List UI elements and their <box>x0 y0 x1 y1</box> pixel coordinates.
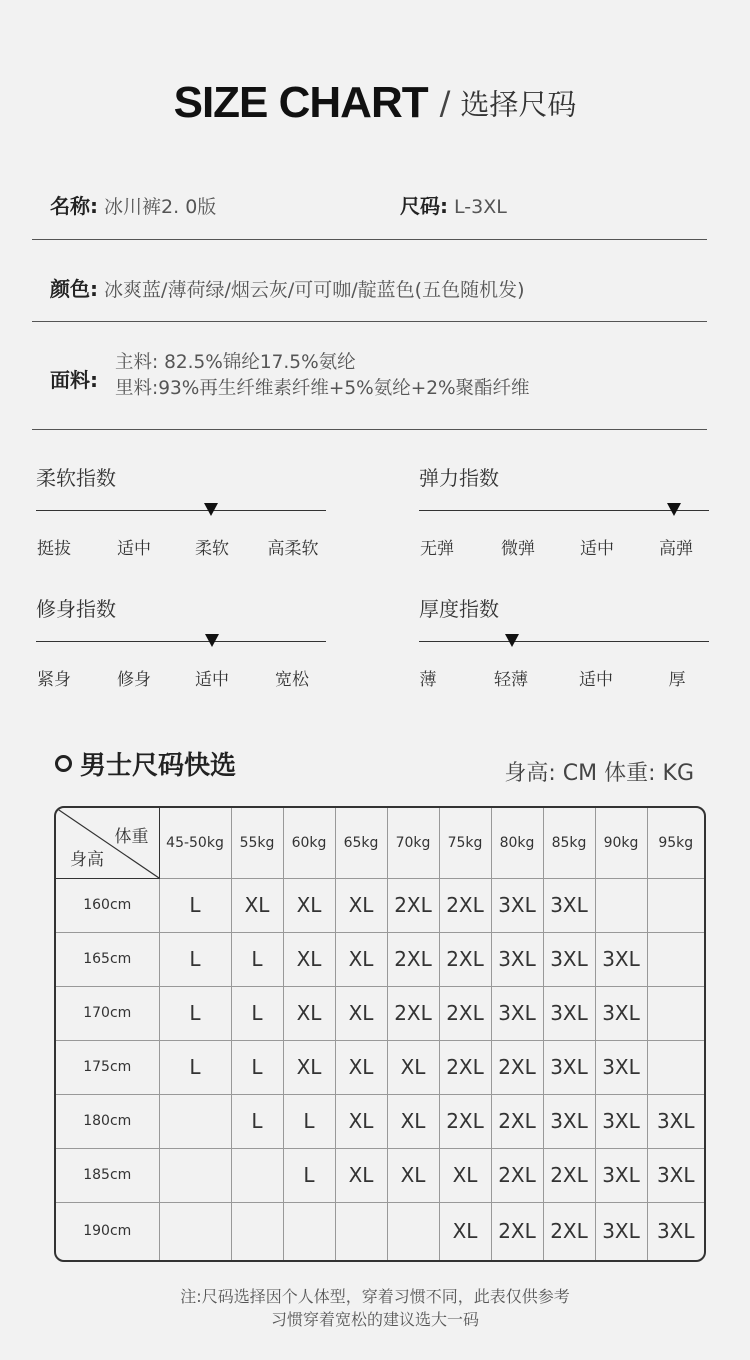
units-label: 身高: CM 体重: KG <box>504 761 694 786</box>
size-cell: 3XL <box>647 1094 704 1148</box>
quick-select-title <box>55 745 236 782</box>
thickness-label: 薄 <box>419 670 437 690</box>
table-row <box>56 1202 704 1260</box>
elasticity-scale-line <box>419 510 709 511</box>
size-cell: XL <box>335 986 387 1040</box>
size-cell <box>647 932 704 986</box>
elasticity-label: 无弹 <box>420 539 454 559</box>
size-cell <box>159 1094 231 1148</box>
size-grid <box>56 808 704 1260</box>
size-cell: 3XL <box>491 932 543 986</box>
size-cell: L <box>159 932 231 986</box>
size-cell: XL <box>335 1040 387 1094</box>
size-cell: 3XL <box>595 1148 647 1202</box>
note-line-1: 注:尺码选择因个人体型，穿着习惯不同，此表仅供参考 <box>180 1287 570 1306</box>
size-cell <box>647 1040 704 1094</box>
size-cell: XL <box>387 1040 439 1094</box>
softness-scale-line <box>36 510 326 511</box>
height-header: 180cm <box>56 1094 159 1148</box>
weight-header: 55kg <box>231 808 283 878</box>
weight-header: 45-50kg <box>159 808 231 878</box>
softness-marker-icon <box>204 503 218 516</box>
height-header: 165cm <box>56 932 159 986</box>
size-cell: XL <box>335 932 387 986</box>
size-cell: 3XL <box>595 1202 647 1260</box>
weight-header: 80kg <box>491 808 543 878</box>
table-row <box>56 1148 704 1202</box>
elasticity-label: 高弹 <box>659 539 693 559</box>
size-cell: 2XL <box>543 1202 595 1260</box>
size-cell: 2XL <box>439 1094 491 1148</box>
fit-scale-line <box>36 641 326 642</box>
page-header <box>0 78 750 138</box>
size-cell: XL <box>335 878 387 932</box>
color-value: 冰爽蓝/薄荷绿/烟云灰/可可咖/靛蓝色(五色随机发) <box>104 279 525 301</box>
size-cell: 3XL <box>595 932 647 986</box>
fit-label: 宽松 <box>275 670 309 690</box>
size-cell: 2XL <box>439 986 491 1040</box>
fabric-label: 面料: <box>50 368 98 392</box>
size-cell: L <box>159 1040 231 1094</box>
fabric-lining: 里料:93%再生纤维素纤维+5%氨纶+2%聚酯纤维 <box>115 378 530 399</box>
size-cell: 2XL <box>387 986 439 1040</box>
size-cell: 3XL <box>543 1094 595 1148</box>
elasticity-marker-icon <box>667 503 681 516</box>
name-label: 名称: <box>50 194 98 218</box>
size-cell <box>335 1202 387 1260</box>
size-cell: 2XL <box>491 1040 543 1094</box>
size-table <box>54 806 706 1262</box>
weight-header: 75kg <box>439 808 491 878</box>
size-cell <box>159 1202 231 1260</box>
thickness-label: 厚 <box>668 670 686 690</box>
size-cell <box>231 1202 283 1260</box>
height-header: 175cm <box>56 1040 159 1094</box>
size-cell: 2XL <box>491 1094 543 1148</box>
thickness-title: 厚度指数 <box>419 597 499 621</box>
elasticity-index <box>419 462 714 562</box>
fit-title: 修身指数 <box>36 597 116 621</box>
circle-icon <box>55 755 72 772</box>
color-row <box>50 273 524 302</box>
size-cell: 2XL <box>543 1148 595 1202</box>
height-header: 160cm <box>56 878 159 932</box>
thickness-scale-line <box>419 641 709 642</box>
size-cell: 2XL <box>491 1202 543 1260</box>
fit-label: 修身 <box>117 670 151 690</box>
corner-height-label: 身高 <box>70 849 104 870</box>
size-cell: XL <box>283 986 335 1040</box>
color-label: 颜色: <box>50 277 98 301</box>
elasticity-label: 适中 <box>580 539 614 559</box>
thickness-index <box>419 593 714 693</box>
size-cell: 3XL <box>491 878 543 932</box>
fabric-main: 主料: 82.5%锦纶17.5%氨纶 <box>115 352 356 373</box>
size-label: 尺码: <box>400 194 448 218</box>
size-cell: 2XL <box>491 1148 543 1202</box>
elasticity-title: 弹力指数 <box>419 466 499 490</box>
size-cell: XL <box>439 1148 491 1202</box>
note-line-2: 习惯穿着宽松的建议选大一码 <box>270 1310 479 1329</box>
size-cell: XL <box>283 878 335 932</box>
size-cell: 2XL <box>439 1040 491 1094</box>
size-cell <box>283 1202 335 1260</box>
size-cell: L <box>231 986 283 1040</box>
size-cell: L <box>283 1148 335 1202</box>
fit-index <box>36 593 331 693</box>
name-row <box>50 190 216 219</box>
size-cell: 2XL <box>387 878 439 932</box>
size-cell: 3XL <box>543 932 595 986</box>
divider <box>32 321 707 322</box>
size-cell: 3XL <box>595 1040 647 1094</box>
weight-header: 70kg <box>387 808 439 878</box>
size-cell: 2XL <box>387 932 439 986</box>
divider <box>32 429 707 430</box>
title-en: SIZE CHART <box>173 78 428 127</box>
size-cell: 2XL <box>439 878 491 932</box>
size-cell: XL <box>335 1148 387 1202</box>
title-cn: 选择尺码 <box>460 87 577 122</box>
size-cell <box>647 878 704 932</box>
thickness-label: 适中 <box>579 670 613 690</box>
size-cell: XL <box>387 1094 439 1148</box>
height-header: 190cm <box>56 1202 159 1260</box>
thickness-label: 轻薄 <box>494 670 528 690</box>
size-cell <box>387 1202 439 1260</box>
size-cell: XL <box>439 1202 491 1260</box>
weight-header: 65kg <box>335 808 387 878</box>
table-corner-header <box>56 808 159 878</box>
size-cell: XL <box>283 932 335 986</box>
height-header: 185cm <box>56 1148 159 1202</box>
name-value: 冰川裤2. 0版 <box>104 196 217 218</box>
size-cell: L <box>159 878 231 932</box>
title-separator: / <box>439 84 451 122</box>
table-row <box>56 986 704 1040</box>
weight-header: 95kg <box>647 808 704 878</box>
size-value: L-3XL <box>454 196 507 218</box>
size-cell: L <box>159 986 231 1040</box>
elasticity-label: 微弹 <box>501 539 535 559</box>
table-row <box>56 932 704 986</box>
size-cell: L <box>231 1040 283 1094</box>
weight-header: 90kg <box>595 808 647 878</box>
size-cell <box>595 878 647 932</box>
size-cell: 3XL <box>595 1094 647 1148</box>
weight-header: 85kg <box>543 808 595 878</box>
size-cell: L <box>231 932 283 986</box>
softness-title: 柔软指数 <box>36 466 116 490</box>
size-cell: XL <box>335 1094 387 1148</box>
table-row <box>56 1094 704 1148</box>
height-header: 170cm <box>56 986 159 1040</box>
size-row <box>400 190 507 219</box>
softness-label: 挺拔 <box>37 539 71 559</box>
size-cell: XL <box>231 878 283 932</box>
softness-label: 柔软 <box>195 539 229 559</box>
size-cell: L <box>283 1094 335 1148</box>
size-cell: XL <box>283 1040 335 1094</box>
corner-weight-label: 体重 <box>114 827 149 847</box>
size-cell: 2XL <box>439 932 491 986</box>
table-row <box>56 1040 704 1094</box>
size-cell: 3XL <box>595 986 647 1040</box>
softness-index <box>36 462 331 562</box>
size-cell: 3XL <box>647 1202 704 1260</box>
quick-select-text: 男士尺码快选 <box>80 751 237 781</box>
divider <box>32 239 707 240</box>
weight-header: 60kg <box>283 808 335 878</box>
softness-label: 高柔软 <box>267 539 319 559</box>
size-cell: 3XL <box>543 1040 595 1094</box>
table-row <box>56 878 704 932</box>
thickness-marker-icon <box>505 634 519 647</box>
size-cell: 3XL <box>543 986 595 1040</box>
fit-marker-icon <box>205 634 219 647</box>
size-cell <box>159 1148 231 1202</box>
size-cell: 3XL <box>647 1148 704 1202</box>
size-cell: 3XL <box>491 986 543 1040</box>
size-cell: XL <box>387 1148 439 1202</box>
size-cell <box>231 1148 283 1202</box>
size-cell: 3XL <box>543 878 595 932</box>
fit-label: 紧身 <box>37 670 71 690</box>
softness-label: 适中 <box>117 539 151 559</box>
size-cell: L <box>231 1094 283 1148</box>
fit-label: 适中 <box>195 670 229 690</box>
size-cell <box>647 986 704 1040</box>
